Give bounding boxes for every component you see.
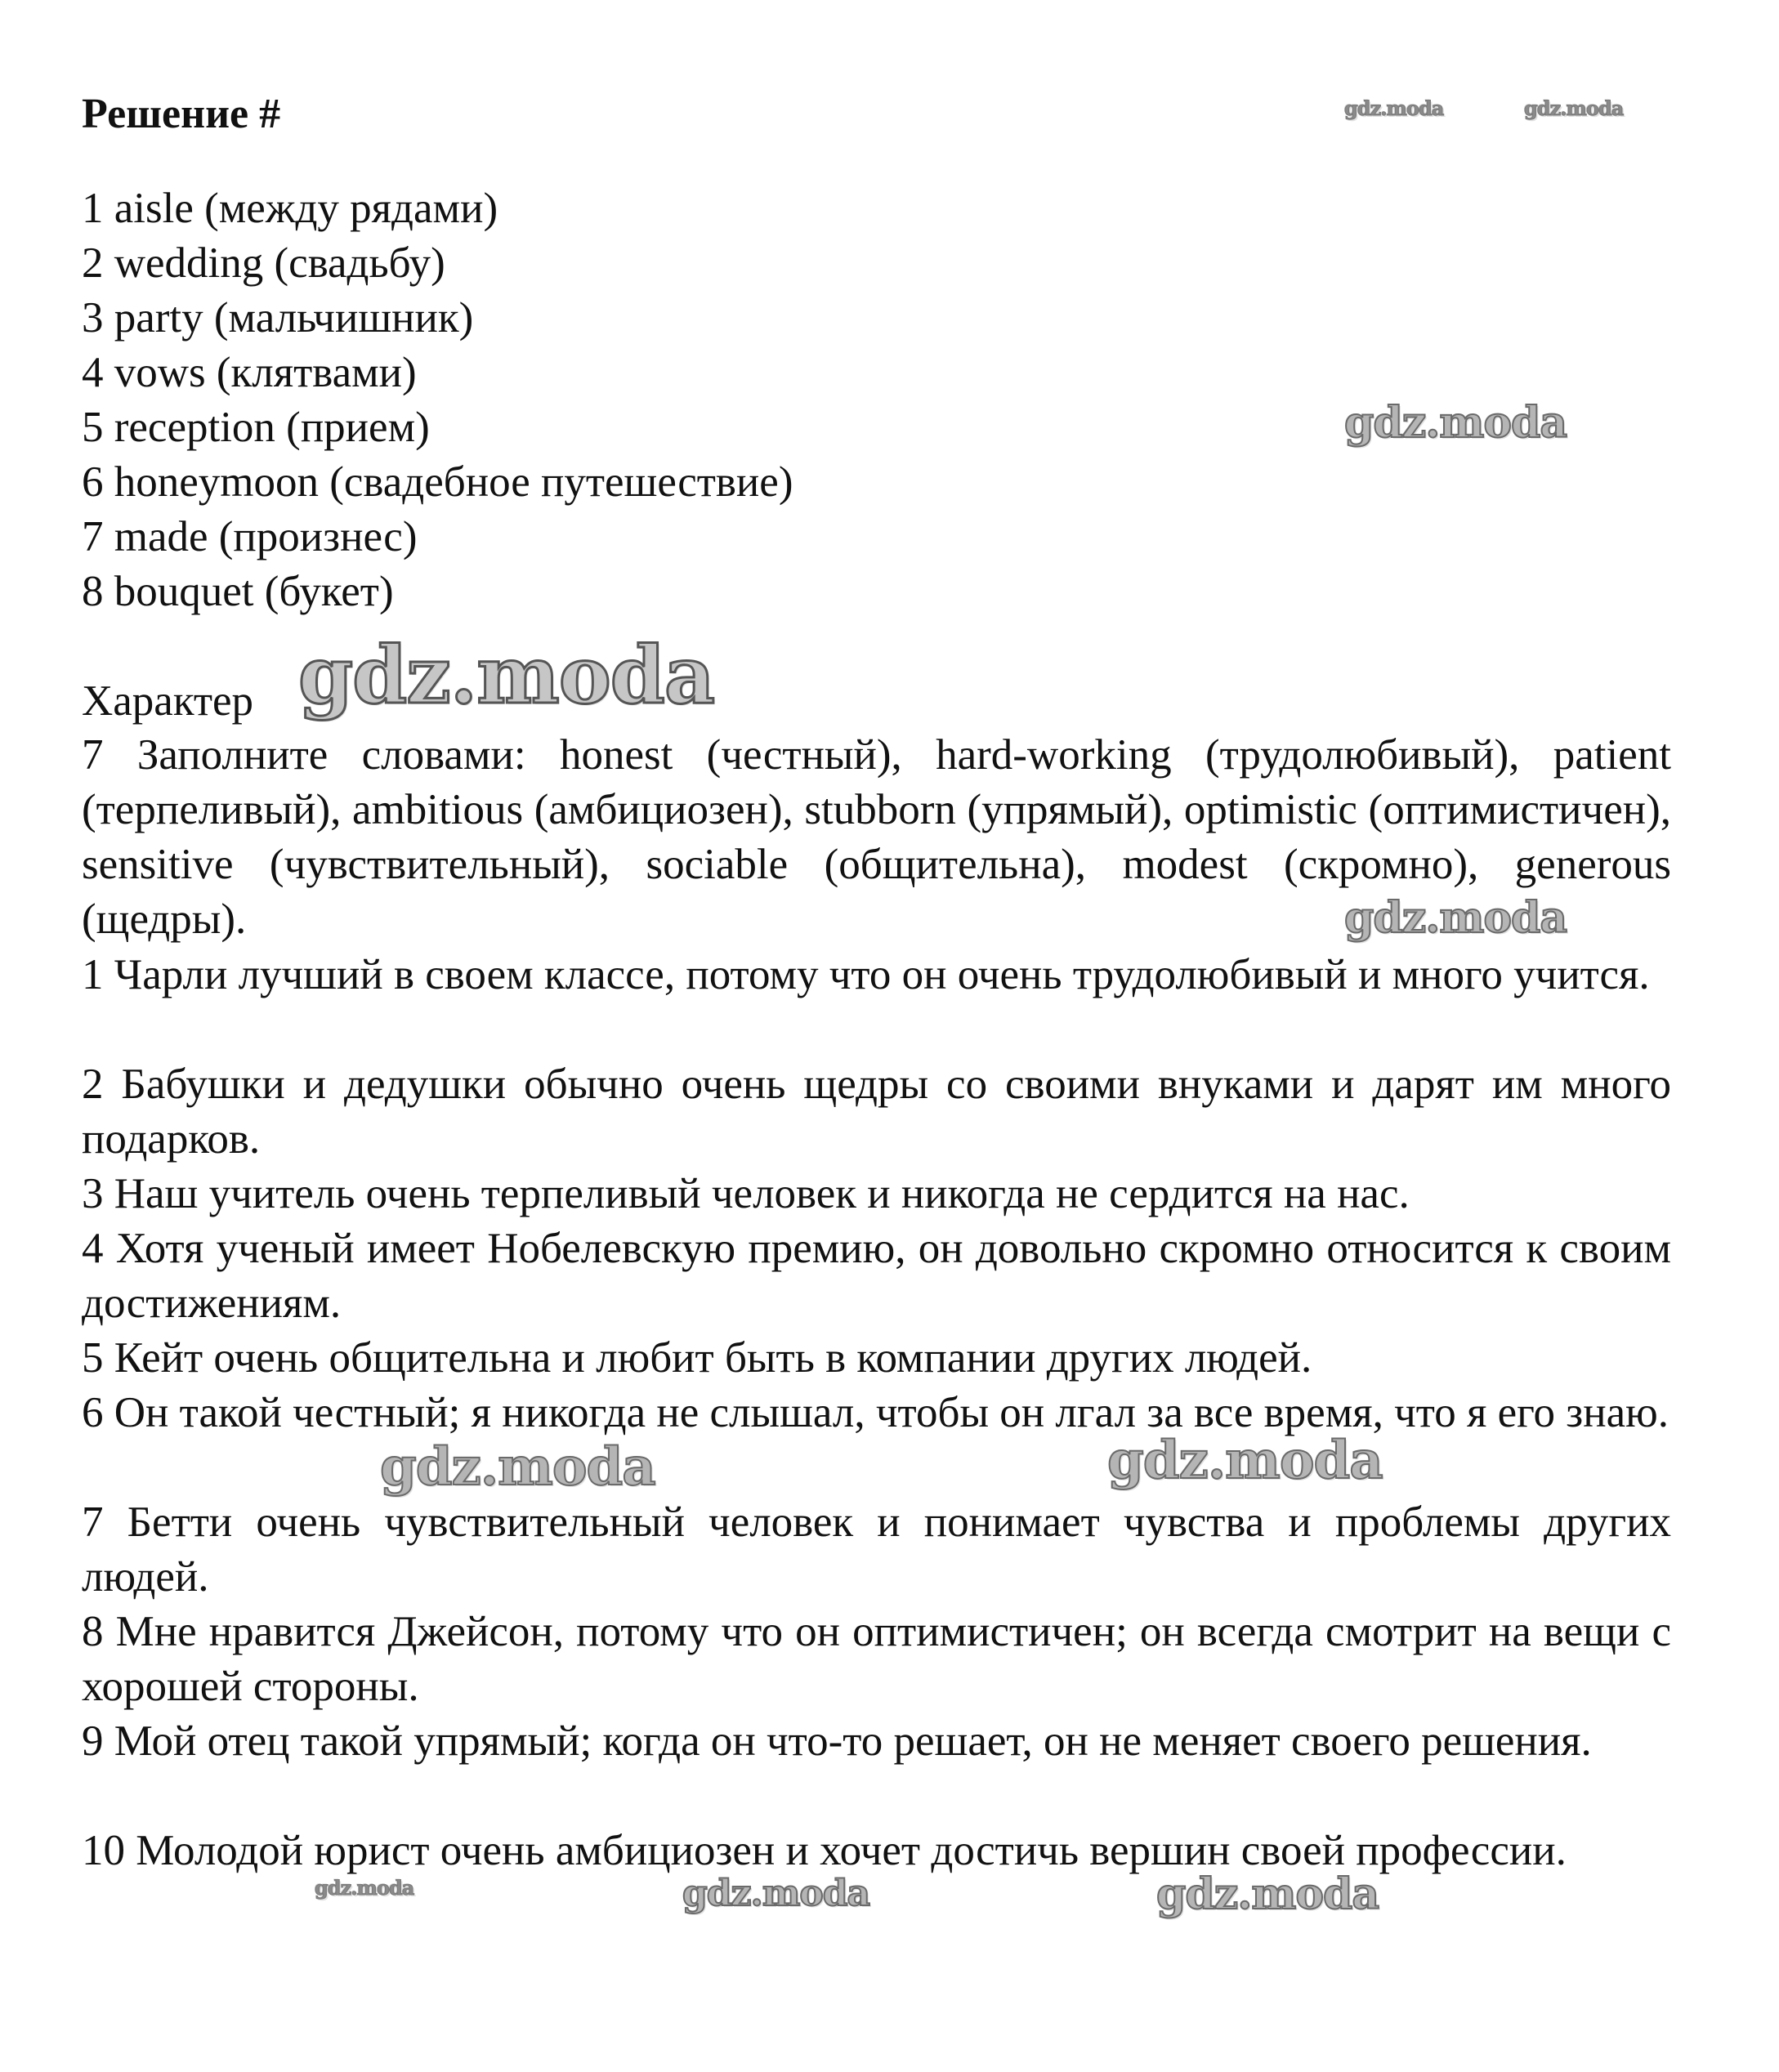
sentence: 1 Чарли лучший в своем классе, потому что он очень трудолюбивый и много учится. [82,951,1650,998]
sentence: 9 Мой отец такой упрямый; когда он что-то решает, он не меняет своего решения. [82,1717,1592,1765]
section-title: Характер [82,677,254,725]
answer-item: 4 vows (клятвами) [82,349,417,396]
watermark: gdz.moda [1156,1869,1379,1919]
task-instruction-text: 7 Заполните словами: honest (честный), hard-working (трудолюбивый), patient (терпеливый), ambitious (амбициозен), stubborn (упрямый), optimistic (оптимистичен), sensitive (чувствительный), sociable (общительна), modest (скромно), generous (щедры). [82,731,1671,943]
watermark: gdz.moda [315,1876,414,1900]
answer-item: 2 wedding (свадьбу) [82,239,445,287]
watermark: gdz.moda [1107,1430,1383,1491]
watermark: gdz.moda [380,1436,655,1498]
sentence: 4 Хотя ученый имеет Нобелевскую премию, он довольно скромно относится к своим достижениям. [82,1225,1671,1327]
sentence: 6 Он такой честный; я никогда не слышал, чтобы он лгал за все время, что я его знаю. [82,1389,1669,1436]
answer-item: 6 honeymoon (свадебное путешествие) [82,458,793,506]
answer-item: 3 party (мальчишник) [82,294,474,342]
watermark: gdz.moda [1344,893,1567,943]
watermark: gdz.moda [1344,398,1567,448]
watermark: gdz.moda [1524,96,1624,120]
answer-item: 8 bouquet (букет) [82,568,394,615]
sentence: 8 Мне нравится Джейсон, потому что он оптимистичен; он всегда смотрит на вещи с хорошей стороны. [82,1608,1671,1710]
answer-item: 1 aisle (между рядами) [82,185,498,232]
sentence: 2 Бабушки и дедушки обычно очень щедры со своими внуками и дарят им много подарков. [82,1061,1671,1163]
watermark: gdz.moda [1344,96,1444,120]
answer-item: 7 made (произнес) [82,513,418,560]
sentence: 7 Бетти очень чувствительный человек и понимает чувства и проблемы других людей. [82,1498,1671,1601]
watermark: gdz.moda [682,1873,870,1914]
sentence: 3 Наш учитель очень терпеливый человек и никогда не сердится на нас. [82,1170,1410,1217]
watermark: gdz.moda [298,629,715,721]
page-title: Решение # [82,91,281,137]
sentence: 5 Кейт очень общительна и любит быть в компании других людей. [82,1334,1312,1382]
sentence: 10 Молодой юрист очень амбициозен и хочет достичь вершин своей профессии. [82,1827,1567,1874]
answer-item: 5 reception (прием) [82,404,430,451]
